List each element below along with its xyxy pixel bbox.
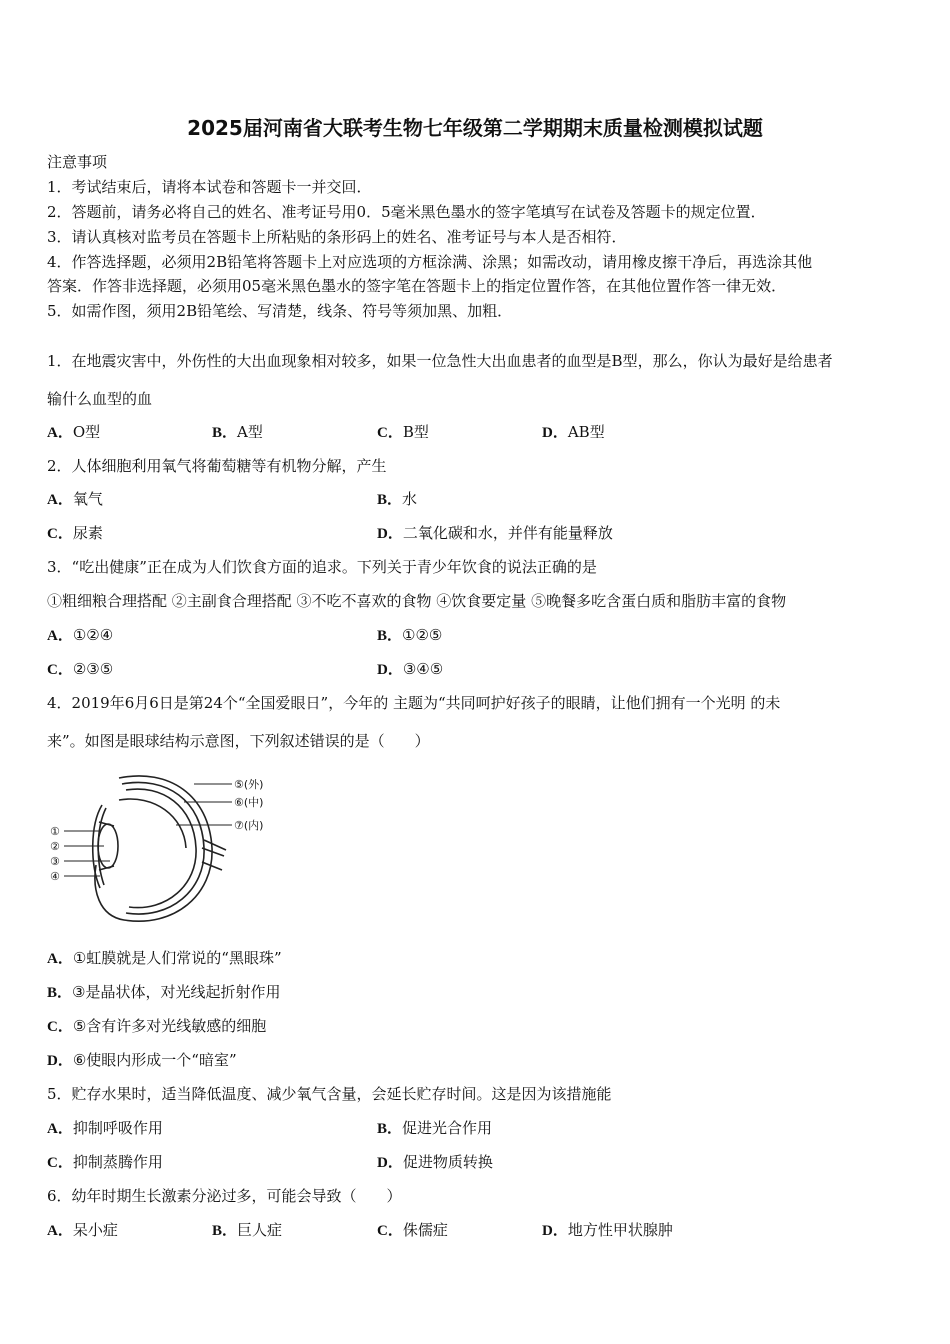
option-letter: C． [47,526,73,542]
option-text: A型 [237,423,263,441]
option-letter: B． [377,628,403,644]
option-letter: B． [377,492,403,508]
question-stem: 5．贮存水果时，适当降低温度、减少氧气含量，会延长贮存时间。这是因为该措施能 [47,1085,612,1103]
question-stem: 2．人体细胞利用氧气将葡萄糖等有机物分解，产生 [47,457,387,475]
option-d [47,1050,237,1071]
option-letter: A． [47,1223,73,1239]
option-text: ⑥使眼内形成一个“暗室” [72,1051,237,1069]
question-stem: 3．“吃出健康”正在成为人们饮食方面的追求。下列关于青少年饮食的说法正确的是 [47,558,597,576]
option-c [47,659,113,680]
option-a [47,948,282,969]
option-letter: A． [47,628,73,644]
option-text: 巨人症 [237,1221,283,1239]
option-a [47,422,100,443]
option-letter: D． [542,1223,568,1239]
question-stem: 6．幼年时期生长激素分泌过多，可能会导致（ ） [47,1187,402,1205]
question-stem: 输什么血型的血 [47,390,153,408]
option-a [47,1220,118,1241]
option-text: B型 [402,423,429,441]
option-text: ①②⑤ [402,626,443,644]
option-text: 侏儒症 [402,1221,448,1239]
option-letter: D． [377,1155,403,1171]
option-c [377,422,429,443]
option-text: 氧气 [72,490,103,508]
option-letter: A． [47,425,73,441]
option-letter: C． [47,662,73,678]
option-letter: A． [47,951,73,967]
notice-item: 3．请认真核对监考员在答题卡上所粘贴的条形码上的姓名、准考证号与本人是否相符． [47,228,627,246]
option-d [377,523,613,544]
option-text: 尿素 [72,524,103,542]
option-text: O型 [72,423,101,441]
option-a [47,625,113,646]
page-title: 2025届河南省大联考生物七年级第二学期期末质量检测模拟试题 [187,116,763,140]
option-letter: D． [47,1053,73,1069]
option-letter: B． [212,425,238,441]
option-b [212,422,263,443]
option-letter: B． [47,985,73,1001]
option-text: 二氧化碳和水，并伴有能量释放 [402,524,613,542]
notice-item: 2．答题前，请务必将自己的姓名、准考证号用0．5毫米黑色墨水的签字笔填写在试卷及答题卡的规定位置． [47,203,766,221]
option-b [212,1220,282,1241]
option-text: 水 [402,490,418,508]
option-text: 呆小症 [72,1221,118,1239]
question-stem: 4．2019年6月6日是第24个“全国爱眼日”，今年的 主题为“共同呵护好孩子的眼睛，让他们拥有一个光明 的未 [47,694,781,712]
option-b [47,982,280,1003]
option-text: 抑制蒸腾作用 [72,1153,163,1171]
option-text: ⑤含有许多对光线敏感的细胞 [72,1017,267,1035]
option-d [377,1152,493,1173]
notice-item: 答案．作答非选择题，必须用05毫米黑色墨水的签字笔在答题卡上的指定位置作答，在其他位置作答一律无效． [47,277,787,295]
figure-label-6: ⑥(中) [234,796,264,809]
option-d [542,1220,673,1241]
option-letter: B． [212,1223,238,1239]
option-b [377,489,417,510]
option-c [377,1220,448,1241]
option-letter: A． [47,492,73,508]
option-a [47,1118,163,1139]
option-letter: C． [47,1019,73,1035]
option-letter: D． [377,526,403,542]
option-c [47,523,103,544]
figure-label-2: ② [50,840,60,853]
eye-structure-diagram [44,770,284,930]
option-letter: D． [542,425,568,441]
option-letter: C． [377,425,403,441]
option-letter: B． [377,1121,403,1137]
option-letter: C． [47,1155,73,1171]
figure-label-5: ⑤(外) [234,778,264,791]
notice-item: 4．作答选择题，必须用2B铅笔将答题卡上对应选项的方框涂满、涂黑；如需改动，请用橡皮擦干净后，再选涂其他 [47,253,813,271]
option-text: 促进光合作用 [402,1119,493,1137]
option-d [542,422,605,443]
option-text: ①②④ [72,626,114,644]
notice-item: 1．考试结束后，请将本试卷和答题卡一并交回． [47,178,372,196]
figure-label-1: ① [50,825,60,838]
option-text: 地方性甲状腺肿 [567,1221,673,1239]
option-d [377,659,443,680]
option-letter: D． [377,662,403,678]
option-text: ②③⑤ [72,660,114,678]
option-b [377,1118,492,1139]
option-text: AB型 [567,423,605,441]
notice-heading: 注意事项 [47,153,108,171]
question-stem: ①粗细粮合理搭配 ②主副食合理搭配 ③不吃不喜欢的食物 ④饮食要定量 ⑤晚餐多吃含蛋白质和脂肪丰富的食物 [47,592,787,610]
option-text: ③④⑤ [402,660,444,678]
option-c [47,1016,266,1037]
option-b [377,625,442,646]
question-stem: 来”。如图是眼球结构示意图，下列叙述错误的是（ ） [47,732,430,750]
question-stem: 1．在地震灾害中，外伤性的大出血现象相对较多，如果一位急性大出血患者的血型是B型，那么，你认为最好是给患者 [47,352,833,370]
option-text: 抑制呼吸作用 [72,1119,163,1137]
notice-item: 5．如需作图，须用2B铅笔绘、写清楚，线条、符号等须加黑、加粗． [47,302,513,320]
option-text: ③是晶状体，对光线起折射作用 [72,983,281,1001]
figure-label-7: ⑦(内) [234,819,264,832]
option-text: 促进物质转换 [402,1153,493,1171]
option-a [47,489,103,510]
option-letter: A． [47,1121,73,1137]
option-text: ①虹膜就是人们常说的“黑眼珠” [72,949,282,967]
figure-label-3: ③ [50,855,60,868]
option-letter: C． [377,1223,403,1239]
option-c [47,1152,163,1173]
figure-label-4: ④ [50,870,60,883]
